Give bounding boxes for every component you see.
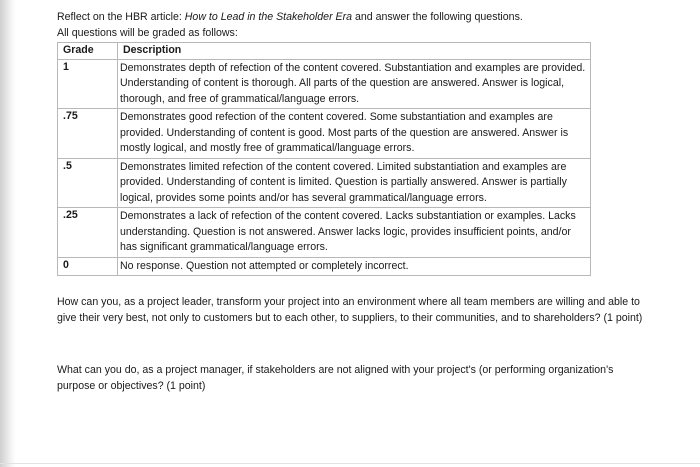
grade-cell: 1 [58, 59, 118, 109]
intro-instruction [57, 10, 657, 26]
description-column-header: Description [118, 43, 591, 60]
description-cell: Demonstrates depth of refection of the content covered. Substantiation and examples are provided. Understanding of content is thorough. All parts of the question are answered. Answer is logical, thorough, and free of grammatical/language errors. [118, 59, 591, 109]
intro-suffix: and answer the following questions. [352, 11, 523, 23]
page-edge-shadow [0, 0, 16, 467]
article-title: How to Lead in the Stakeholder Era [184, 11, 353, 23]
table-row [58, 158, 591, 208]
grade-cell: .75 [58, 109, 118, 159]
grade-cell: 0 [58, 257, 118, 276]
document-body [57, 10, 657, 394]
description-cell: Demonstrates limited refection of the content covered. Limited substantiation and examples are provided. Understanding of content is limited. Question is partially answered. Answer is partially logical, provides some points and/or has several grammatical/language errors. [118, 158, 591, 208]
table-header-row [58, 43, 591, 60]
table-row [58, 59, 591, 109]
grade-column-header: Grade [58, 43, 118, 60]
question-1: How can you, as a project leader, transform your project into an environment where all team members are willing and able to give their very best, not only to customers but to each other, to suppliers, to their communities, and to shareholders? (1 point) [57, 296, 643, 324]
grading-rubric-table [57, 42, 591, 276]
table-row [58, 208, 591, 258]
description-cell: Demonstrates a lack of refection of the content covered. Lacks substantiation or examples. Lacks understanding. Question is not answered. Answer lacks logic, provides insufficient points, and/or has significant grammatical/language errors. [118, 208, 591, 258]
table-row [58, 257, 591, 276]
grade-cell: .25 [58, 208, 118, 258]
intro-prefix: Reflect on the HBR article: [57, 11, 185, 23]
description-cell: Demonstrates good refection of the content covered. Some substantiation and examples are provided. Understanding of content is good. Most parts of the question are answered. Answer is mostly logical, and mostly free of grammatical/language errors. [118, 109, 591, 159]
description-cell: No response. Question not attempted or completely incorrect. [118, 257, 591, 276]
table-row [58, 109, 591, 159]
grading-intro: All questions will be graded as follows: [57, 26, 238, 39]
grade-cell: .5 [58, 158, 118, 208]
question-2: What can you do, as a project manager, if stakeholders are not aligned with your project's (or performing organization's purpose or objectives? (1 point) [57, 364, 614, 392]
page-bottom-divider [0, 463, 700, 464]
